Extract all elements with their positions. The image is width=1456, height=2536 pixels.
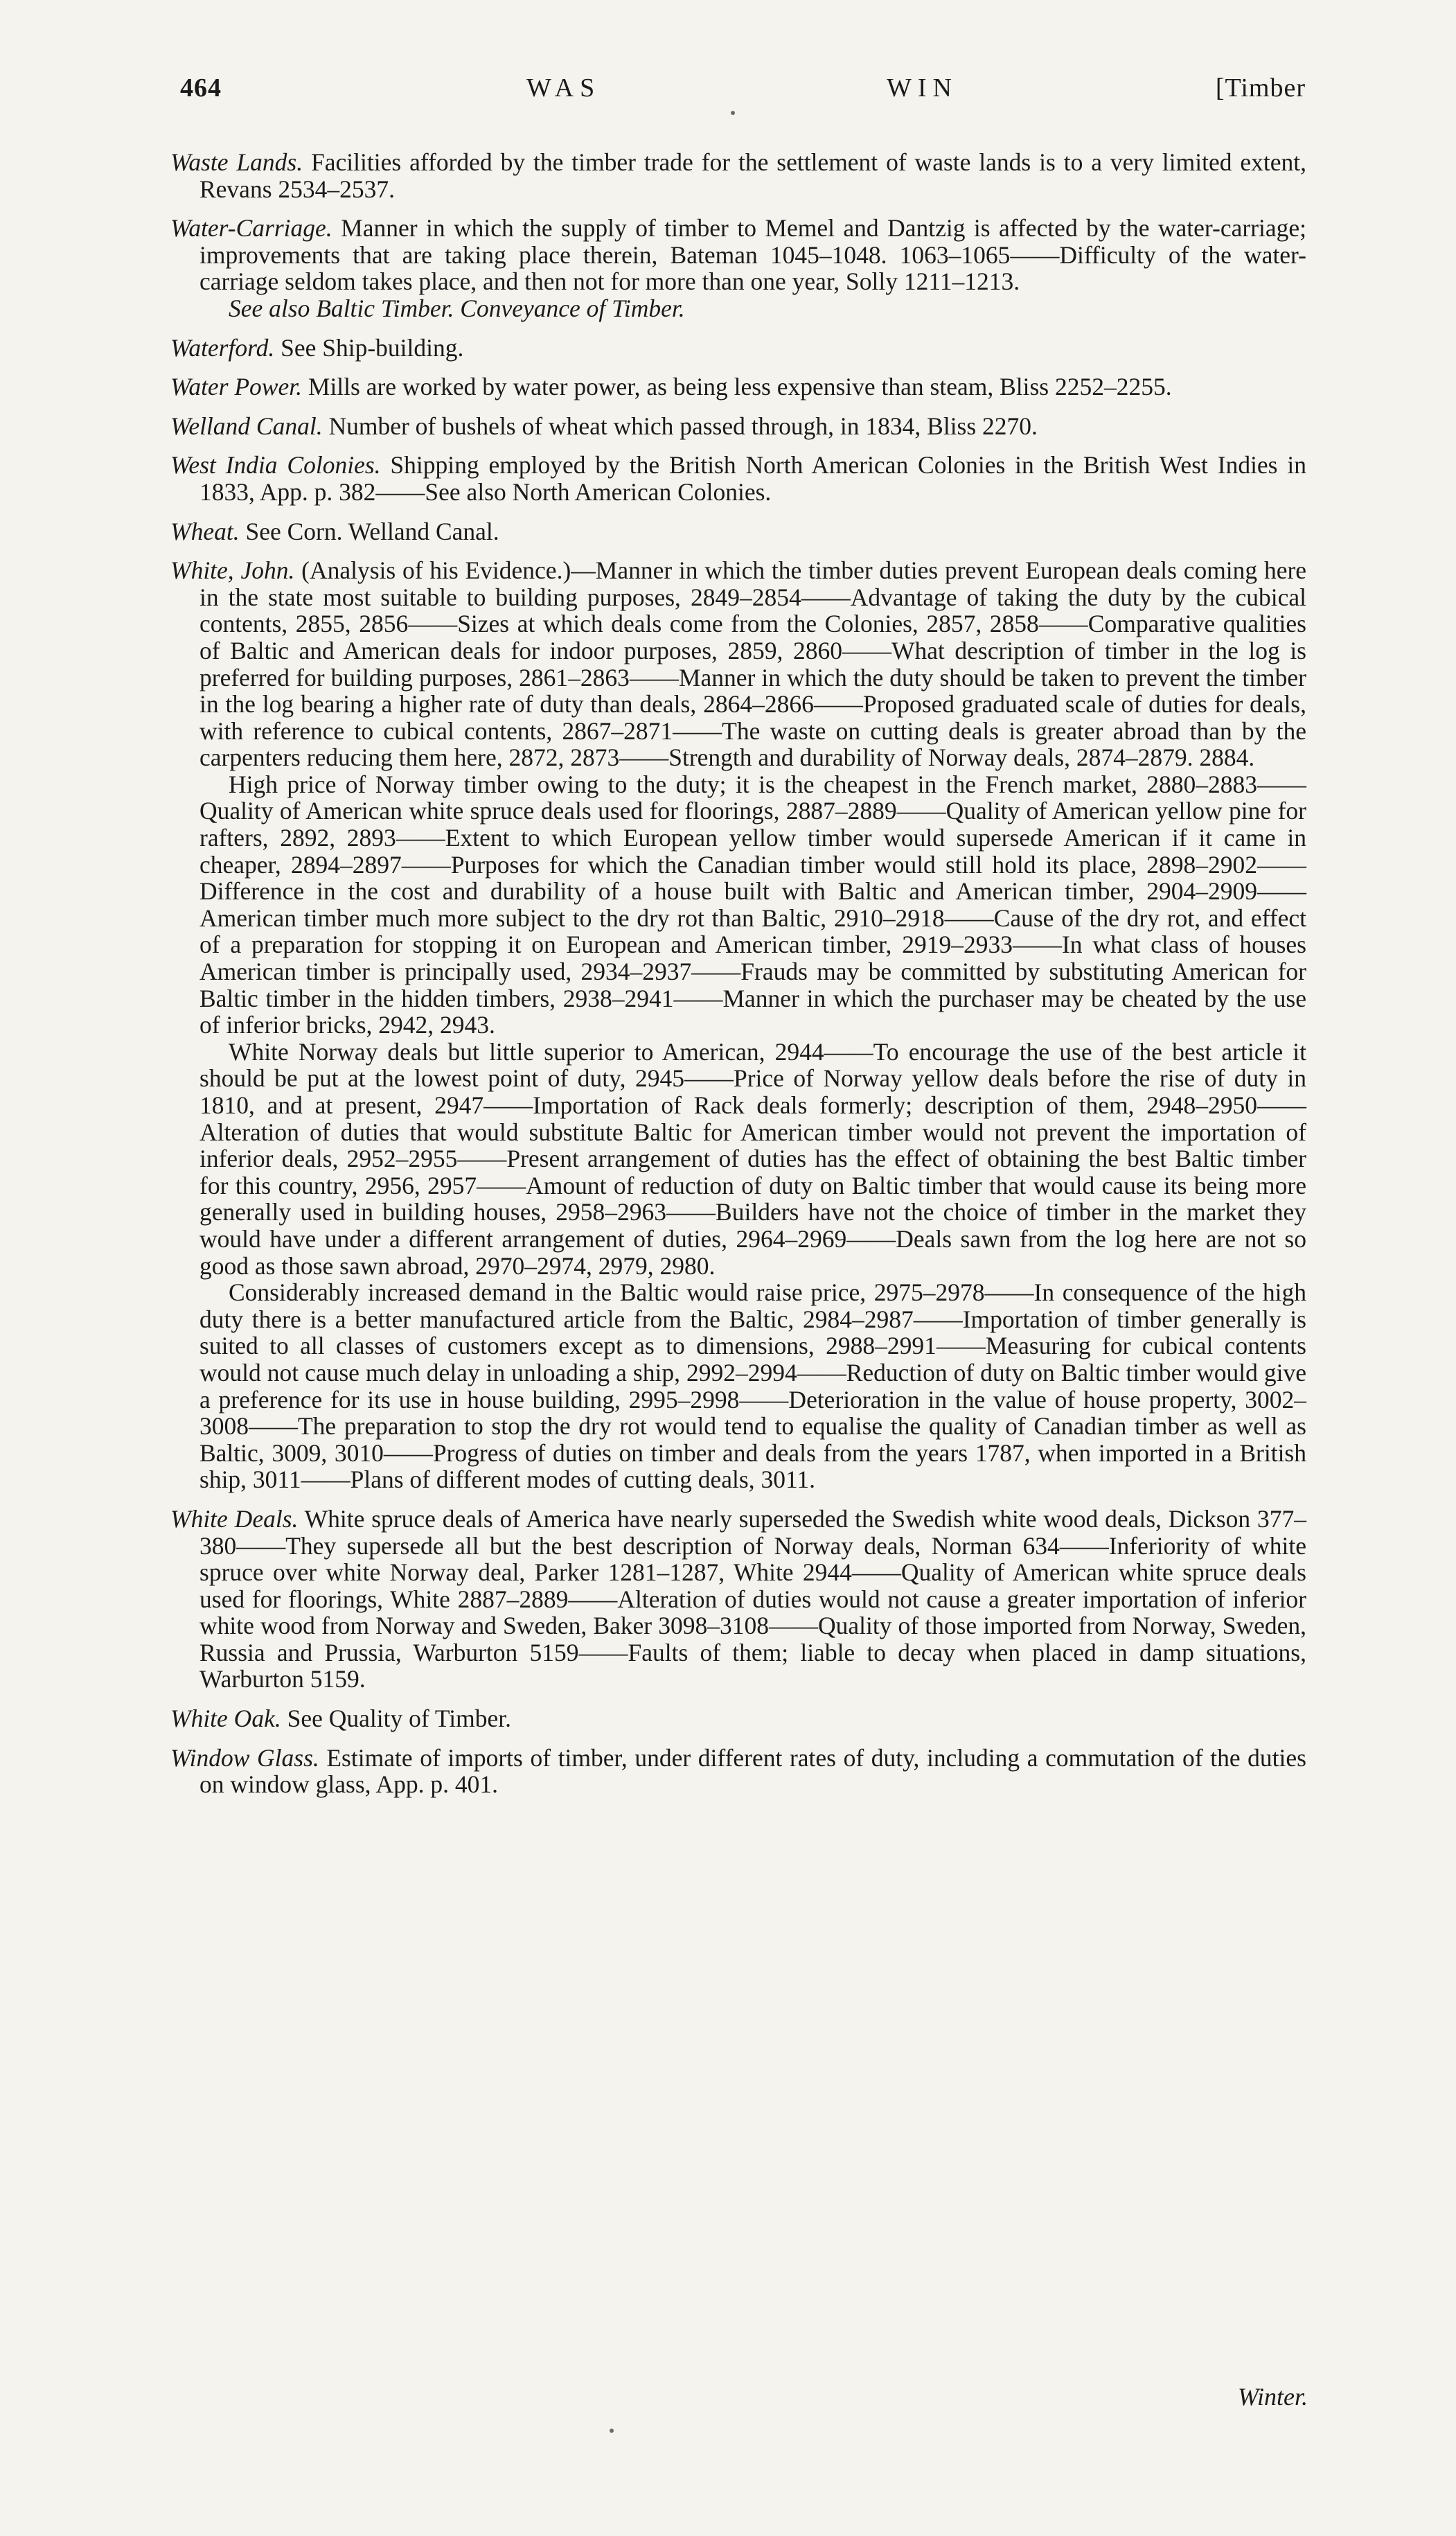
- index-entry-white-oak: [170, 1705, 1306, 1732]
- entry-text: Manner in which the supply of timber to Memel and Dantzig is affected by the water-carriage; improvements that are taking place therein, Bateman 1045–1048. 1063–1065——Difficulty of the water-carriage seldom takes place, and then not for more than one year, Solly 1211–1213.: [199, 214, 1307, 296]
- paper-speck: [610, 2429, 614, 2433]
- entry-heading: White Oak.: [170, 1705, 281, 1733]
- entry-paragraph: High price of Norway timber owing to the duty; it is the cheapest in the French market, 2880–2883——Quality of American white spruce deals used for floorings, 2887–2889——Quality of American yellow pine for rafters, 2892, 2893——Extent to which European yellow timber would supersede American if it came in cheaper, 2894–2897——Purposes for which the Canadian timber would still hold its place, 2898–2902——Difference in the cost and durability of a house built with Baltic and American timber, 2904–2909——American timber much more subject to the dry rot than Baltic, 2910–2918——Cause of the dry rot, and effect of a preparation for stopping it on European and American timber, 2919–2933——In what class of houses American timber is principally used, 2934–2937——Frauds may be committed by substituting American for Baltic timber in the hidden timbers, 2938–2941——Manner in which the purchaser may be cheated by the use of inferior bricks, 2942, 2943.: [199, 770, 1306, 1039]
- index-entries: [170, 149, 1306, 1811]
- entry-paragraph: White Norway deals but little superior to American, 2944——To encourage the use of the best article it should be put at the lowest point of duty, 2945——Price of Norway yellow deals before the rise of duty in 1810, and at present, 2947——Importation of Rack deals formerly; description of them, 2948–2950——Alteration of duties that would substitute Baltic for American timber would not prevent the importation of inferior deals, 2952–2955——Present arrangement of duties has the effect of obtaining the best Baltic timber for this country, 2956, 2957——Amount of reduction of duty on Baltic timber that would cause its being more generally used in building houses, 2958–2963——Builders have not the choice of timber in the market they would have under a different arrangement of duties, 2964–2969——Deals sawn from the log here are not so good as those sawn abroad, 2970–2974, 2979, 2980.: [199, 1037, 1306, 1280]
- entry-text: Facilities afforded by the timber trade for the settlement of waste lands is to a very limited extent, Revans 2534–2537.: [199, 148, 1307, 203]
- entry-heading: White Deals.: [170, 1504, 299, 1533]
- entry-text: White spruce deals of America have nearly superseded the Swedish white wood deals, Dickson 377–380——They supersede all but the best description of Norway deals, Norman 634——Inferiority of white spruce over white Norway deal, Parker 1281–1287, White 2944——Quality of American white spruce deals used for floorings, White 2887–2889——Alteration of duties would not cause a greater importation of inferior white wood from Norway and Sweden, Baker 3098–3108——Quality of those imported from Norway, Sweden, Russia and Prussia, Warburton 5159——Faults of them; liable to decay when placed in damp situations, Warburton 5159.: [199, 1504, 1306, 1693]
- entry-text: Shipping employed by the British North American Colonies in the British West Indies in 1833, App. p. 382——See also North American Colonies.: [199, 451, 1306, 506]
- running-head: [180, 73, 1306, 114]
- entry-text: See Quality of Timber.: [287, 1705, 512, 1733]
- index-entry-waste-lands: [170, 149, 1306, 202]
- index-entry-west-india-colonies: [170, 452, 1306, 505]
- entry-text: See Ship-building.: [281, 333, 464, 362]
- index-entry-welland-canal: [170, 413, 1306, 440]
- index-entry-wheat: [170, 518, 1306, 545]
- entry-heading: Window Glass.: [170, 1743, 319, 1772]
- right-guide-word: WIN: [887, 73, 958, 103]
- index-entry-white-john: [170, 557, 1306, 1493]
- entry-text: Number of bushels of wheat which passed through, in 1834, Bliss 2270.: [328, 412, 1038, 440]
- entry-heading: Water-Carriage.: [170, 214, 332, 243]
- entry-heading: Welland Canal.: [170, 412, 323, 440]
- catchword: Winter.: [1237, 2383, 1308, 2411]
- index-entry-window-glass: [170, 1745, 1306, 1798]
- left-guide-word: WAS: [526, 73, 601, 103]
- entry-text: Estimate of imports of timber, under different rates of duty, including a commutation of the duties on window glass, App. p. 401.: [199, 1743, 1306, 1799]
- entry-text: See Corn. Welland Canal.: [245, 517, 499, 545]
- entry-text: Mills are worked by water power, as being less expensive than steam, Bliss 2252–2255.: [308, 373, 1172, 401]
- index-entry-water-power: [170, 373, 1306, 400]
- entry-heading: White, John.: [170, 556, 295, 585]
- entry-paragraph: Considerably increased demand in the Baltic would raise price, 2975–2978——In consequence of the high duty there is a better manufactured article from the Baltic, 2984–2987——Importation of timber generally is suited to all classes of customers except as to dimensions, 2988–2991——Measuring for cubical contents would not cause much delay in unloading a ship, 2992–2994——Reduction of duty on Baltic timber would give a preference for its use in house building, 2995–2998——Deterioration in the value of house property, 3002–3008——The preparation to stop the dry rot would tend to equalise the quality of Canadian timber as well as Baltic, 3009, 3010——Progress of duties on timber and deals from the years 1787, when imported in a British ship, 3011——Plans of different modes of cutting deals, 3011.: [199, 1278, 1306, 1494]
- running-subject: [Timber: [1215, 73, 1306, 103]
- page-number: 464: [180, 73, 222, 103]
- paper-speck: [731, 111, 735, 115]
- entry-heading: Water Power.: [170, 373, 302, 401]
- entry-heading: West India Colonies.: [170, 451, 381, 479]
- entry-see-also: See also Baltic Timber. Conveyance of Timber.: [229, 294, 685, 322]
- entry-heading: Waste Lands.: [170, 148, 303, 176]
- index-entry-water-carriage: [170, 215, 1306, 322]
- entry-text: (Analysis of his Evidence.)—Manner in which the timber duties prevent European deals coming here in the state most suitable to building purposes, 2849–2854——Advantage of taking the duty by the cubical contents, 2855, 2856——Sizes at which deals come from the Colonies, 2857, 2858——Comparative qualities of Baltic and American deals for indoor purposes, 2859, 2860——What description of timber in the log is preferred for building purposes, 2861–2863——Manner in which the duty should be taken to prevent the timber in the log bearing a higher rate of duty than deals, 2864–2866——Proposed graduated scale of duties for deals, with reference to cubical contents, 2867–2871——The waste on cutting deals is greater abroad than by the carpenters reducing them here, 2872, 2873——Strength and durability of Norway deals, 2874–2879. 2884.: [199, 556, 1307, 772]
- index-entry-white-deals: [170, 1506, 1306, 1693]
- entry-heading: Wheat.: [170, 517, 240, 545]
- index-entry-waterford: [170, 335, 1306, 362]
- entry-heading: Waterford.: [170, 333, 275, 362]
